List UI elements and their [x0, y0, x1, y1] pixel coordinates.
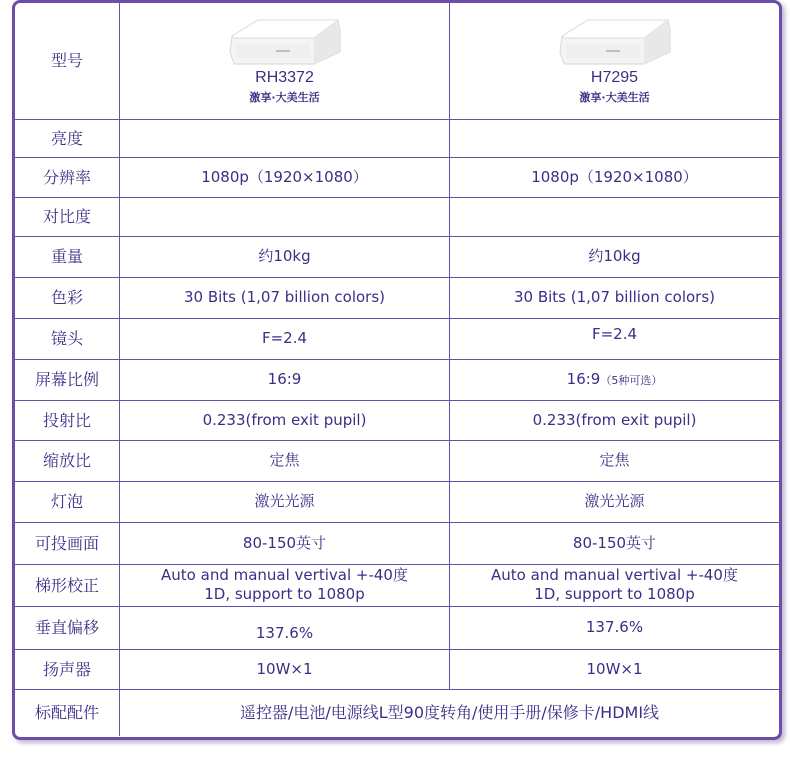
projector-image	[226, 14, 344, 66]
row-label-resolution: 分辨率	[15, 157, 120, 197]
cell-keystone-2	[450, 564, 780, 606]
cell-lens-2	[450, 318, 780, 359]
cell-weight-2: 约10kg	[450, 236, 780, 277]
slogan-1: 激享·大美生活	[249, 91, 320, 105]
cell-screen-2: 80-150英寸	[450, 522, 780, 564]
lens-value-2: F=2.4	[591, 325, 638, 343]
row-label-accessories: 标配配件	[15, 689, 120, 736]
cell-resolution-2: 1080p（1920×1080）	[450, 157, 780, 197]
cell-lamp-1: 激光光源	[120, 481, 450, 522]
spec-table-card	[12, 0, 782, 740]
table-row	[15, 481, 779, 522]
row-label-screen: 可投画面	[15, 522, 120, 564]
row-label-keystone: 梯形校正	[15, 564, 120, 606]
cell-lens-1: F=2.4	[120, 318, 450, 359]
cell-speaker-2: 10W×1	[450, 649, 780, 689]
table-row	[15, 277, 779, 318]
row-label-contrast: 对比度	[15, 197, 120, 236]
row-label-model: 型号	[15, 3, 120, 119]
shift-value-1: 137.6%	[255, 624, 314, 642]
table-row-model	[15, 3, 779, 119]
model-name-2: H7295	[590, 69, 639, 87]
cell-accessories: 遥控器/电池/电源线L型90度转角/使用手册/保修卡/HDMI线	[120, 689, 780, 736]
row-label-weight: 重量	[15, 236, 120, 277]
table-row	[15, 564, 779, 606]
row-label-throw: 投射比	[15, 400, 120, 440]
cell-screen-1: 80-150英寸	[120, 522, 450, 564]
cell-brightness-1	[120, 119, 450, 157]
table-row	[15, 689, 779, 736]
product-cell-1	[120, 3, 450, 119]
cell-zoom-2: 定焦	[450, 440, 780, 481]
table-row	[15, 359, 779, 400]
cell-brightness-2	[450, 119, 780, 157]
cell-shift-2: 137.6%	[450, 606, 780, 649]
cell-throw-1: 0.233(from exit pupil)	[120, 400, 450, 440]
product-cell-2	[450, 3, 780, 119]
row-label-aspect: 屏幕比例	[15, 359, 120, 400]
table-row	[15, 649, 779, 689]
table-row	[15, 522, 779, 564]
row-label-lamp: 灯泡	[15, 481, 120, 522]
table-row	[15, 119, 779, 157]
keystone-line2-2: 1D, support to 1080p	[534, 585, 695, 603]
table-row	[15, 318, 779, 359]
keystone-line1-1: Auto and manual vertival +-40度	[161, 566, 408, 584]
table-row	[15, 606, 779, 649]
table-row	[15, 400, 779, 440]
cell-keystone-1	[120, 564, 450, 606]
cell-shift-1	[120, 606, 450, 649]
row-label-brightness: 亮度	[15, 119, 120, 157]
cell-throw-2: 0.233(from exit pupil)	[450, 400, 780, 440]
cell-resolution-1: 1080p（1920×1080）	[120, 157, 450, 197]
cell-aspect-2	[450, 359, 780, 400]
row-label-color: 色彩	[15, 277, 120, 318]
spec-table	[15, 3, 779, 736]
aspect-value-2: 16:9	[566, 369, 601, 388]
row-label-shift: 垂直偏移	[15, 606, 120, 649]
cell-zoom-1: 定焦	[120, 440, 450, 481]
keystone-line2-1: 1D, support to 1080p	[204, 585, 365, 603]
keystone-line1-2: Auto and manual vertival +-40度	[491, 566, 738, 584]
cell-weight-1: 约10kg	[120, 236, 450, 277]
row-label-lens: 镜头	[15, 318, 120, 359]
table-row	[15, 236, 779, 277]
cell-contrast-2	[450, 197, 780, 236]
aspect-note-2: （5种可选）	[600, 373, 663, 387]
slogan-2: 激享·大美生活	[579, 91, 650, 105]
projector-image	[556, 14, 674, 66]
table-row	[15, 157, 779, 197]
row-label-zoom: 缩放比	[15, 440, 120, 481]
model-name-1: RH3372	[255, 69, 314, 87]
table-row	[15, 197, 779, 236]
cell-contrast-1	[120, 197, 450, 236]
cell-aspect-1: 16:9	[120, 359, 450, 400]
cell-color-2: 30 Bits (1,07 billion colors)	[450, 277, 780, 318]
row-label-speaker: 扬声器	[15, 649, 120, 689]
table-row	[15, 440, 779, 481]
cell-lamp-2: 激光光源	[450, 481, 780, 522]
cell-color-1: 30 Bits (1,07 billion colors)	[120, 277, 450, 318]
cell-speaker-1: 10W×1	[120, 649, 450, 689]
